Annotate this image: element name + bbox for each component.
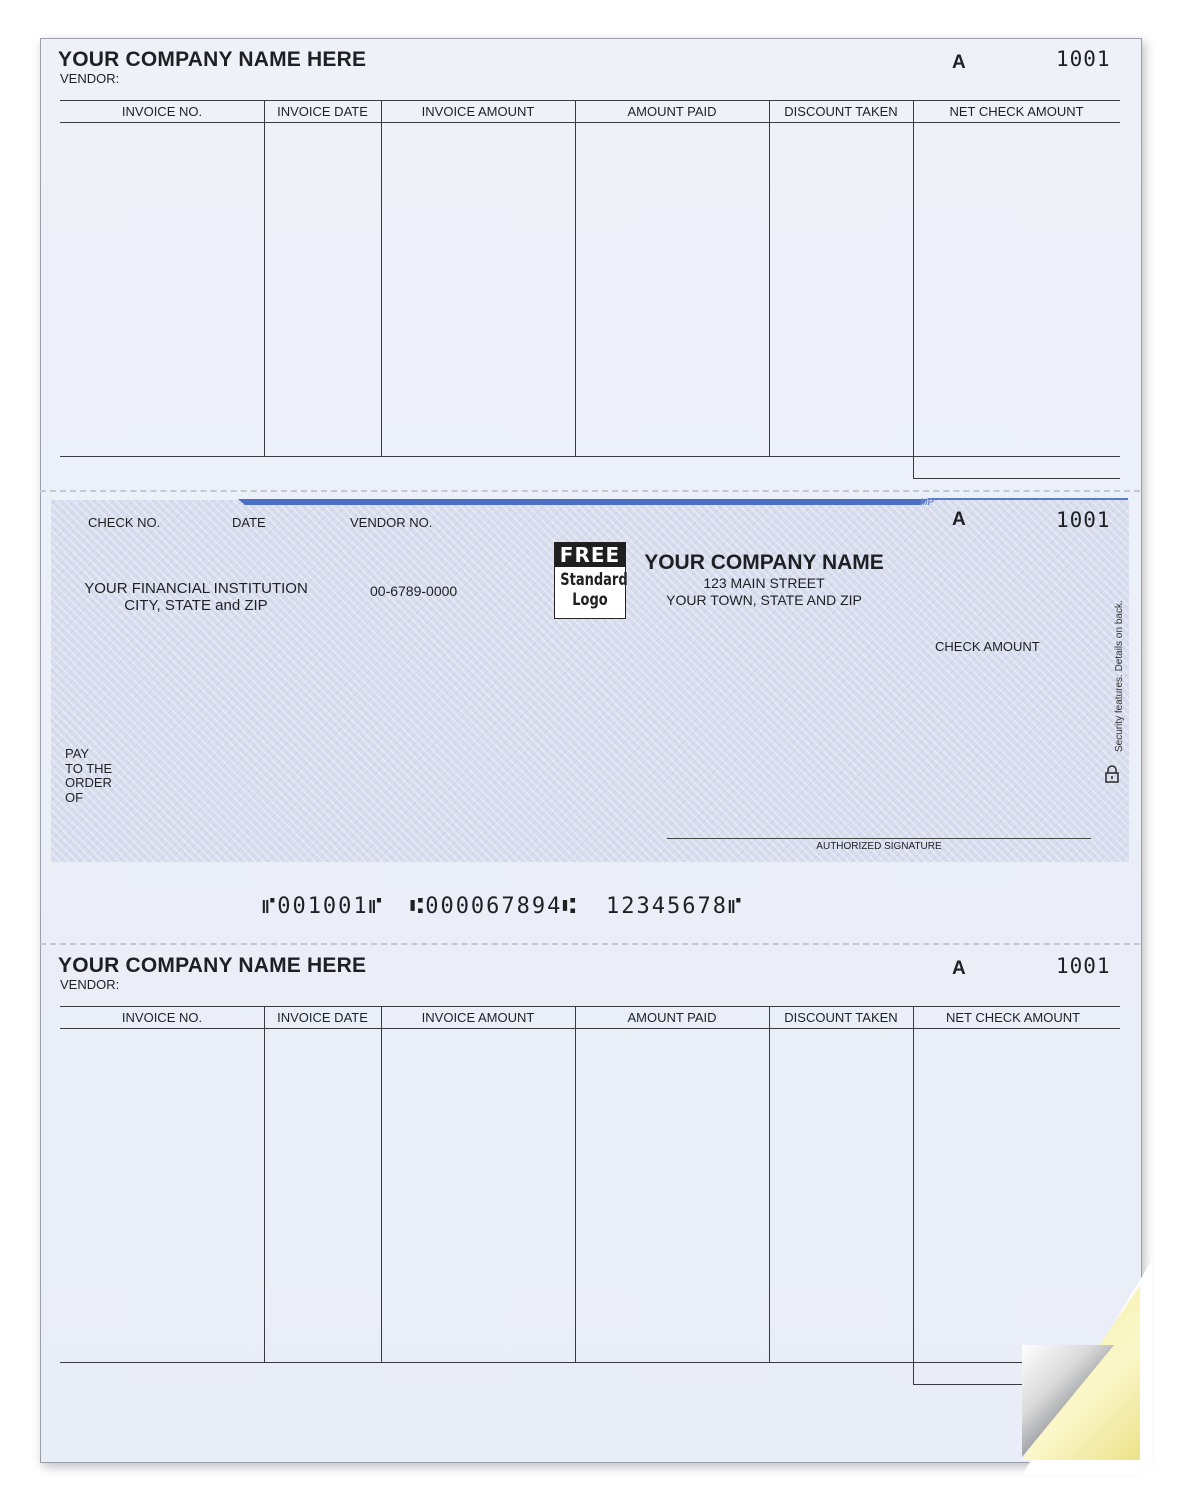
label-authorized-signature: AUTHORIZED SIGNATURE	[816, 841, 942, 852]
company-street: 123 MAIN STREET	[703, 575, 825, 591]
security-bar	[928, 498, 1128, 500]
bank-name: YOUR FINANCIAL INSTITUTION	[84, 580, 308, 597]
stub-bottom-col-invoice-no: INVOICE NO.	[121, 1010, 203, 1025]
stub-top-col-discount-taken: DISCOUNT TAKEN	[784, 104, 898, 119]
stub-top-col-invoice-amount: INVOICE AMOUNT	[421, 104, 535, 119]
lock-icon	[1104, 764, 1120, 789]
stub-top-col-invoice-no: INVOICE NO.	[121, 104, 203, 119]
stub-top-divider	[913, 100, 914, 478]
micr-routing-number: ⑆000067894⑆	[410, 894, 578, 919]
label-check-no: CHECK NO.	[88, 515, 161, 530]
stub-bottom-col-invoice-amount: INVOICE AMOUNT	[421, 1010, 535, 1025]
company-block	[640, 551, 888, 609]
stub-bottom-col-discount-taken: DISCOUNT TAKEN	[784, 1010, 898, 1025]
stub-bottom-col-invoice-date: INVOICE DATE	[277, 1010, 368, 1025]
perforation-bottom	[40, 943, 1140, 945]
stub-bottom-check-number: 1001	[1056, 954, 1111, 978]
stub-bottom-divider	[381, 1006, 382, 1362]
signature-line	[667, 838, 1091, 839]
stub-top-company: YOUR COMPANY NAME HERE	[58, 48, 367, 71]
stub-bottom-divider	[913, 1006, 914, 1384]
stub-top-check-number: 1001	[1056, 47, 1111, 71]
stub-bottom-divider	[264, 1006, 265, 1362]
pay-to-line: PAY	[65, 746, 90, 761]
stub-bottom-vendor-label: VENDOR:	[60, 977, 120, 992]
stub-bottom-col-net-check-amount: NET CHECK AMOUNT	[945, 1010, 1081, 1025]
stub-top-col-net-check-amount: NET CHECK AMOUNT	[949, 104, 1084, 119]
stub-bottom-rule	[60, 1362, 1120, 1363]
label-vendor-no: VENDOR NO.	[350, 515, 433, 530]
check-number: 1001	[1056, 508, 1111, 532]
pay-to-line: TO THE	[65, 760, 113, 776]
pay-to-label	[65, 747, 112, 805]
stub-top-divider	[381, 100, 382, 456]
company-logo	[554, 542, 626, 619]
stub-top-divider	[264, 100, 265, 456]
micr-account-number: 12345678⑈	[606, 894, 744, 919]
stub-top-letter: A	[952, 52, 966, 73]
stub-bottom-divider	[575, 1006, 576, 1362]
pay-to-line: OF	[65, 789, 84, 805]
stub-top-col-amount-paid: AMOUNT PAID	[627, 104, 717, 119]
stub-bottom-rule	[60, 1028, 1120, 1029]
label-date: DATE	[232, 515, 266, 530]
bank-fraction: 00-6789-0000	[370, 583, 458, 599]
stub-top-rule	[60, 122, 1120, 123]
bank-city: CITY, STATE and ZIP	[124, 597, 268, 614]
stub-top-rule	[60, 100, 1120, 101]
company-city: YOUR TOWN, STATE AND ZIP	[666, 592, 862, 608]
stub-top-total-rule	[913, 478, 1120, 479]
stub-top-vendor-label: VENDOR:	[60, 71, 120, 86]
stub-bottom-company: YOUR COMPANY NAME HERE	[58, 954, 367, 977]
stub-top-rule	[60, 456, 1120, 457]
stub-top-divider	[575, 100, 576, 456]
security-bar	[238, 499, 928, 505]
security-note: Security features. Details on back.	[1114, 600, 1125, 752]
stub-bottom-divider	[769, 1006, 770, 1362]
label-check-amount: CHECK AMOUNT	[935, 639, 1040, 654]
logo-logo-text: Logo	[572, 590, 608, 610]
pay-to-line: ORDER	[65, 775, 112, 790]
stub-top-col-invoice-date: INVOICE DATE	[277, 104, 368, 119]
company-name: YOUR COMPANY NAME	[644, 551, 884, 574]
stub-bottom-letter: A	[952, 958, 966, 979]
logo-standard-text: Standard	[560, 570, 628, 590]
check-letter: A	[952, 509, 966, 530]
stub-bottom-col-amount-paid: AMOUNT PAID	[627, 1010, 717, 1025]
stub-top-divider	[769, 100, 770, 456]
micr-check-number: ⑈001001⑈	[262, 894, 384, 919]
bank-block	[60, 580, 332, 614]
mp-mark: MP	[920, 497, 934, 507]
logo-free-text: FREE	[555, 543, 625, 567]
stub-bottom-rule	[60, 1006, 1120, 1007]
perforation-top	[40, 490, 1140, 492]
